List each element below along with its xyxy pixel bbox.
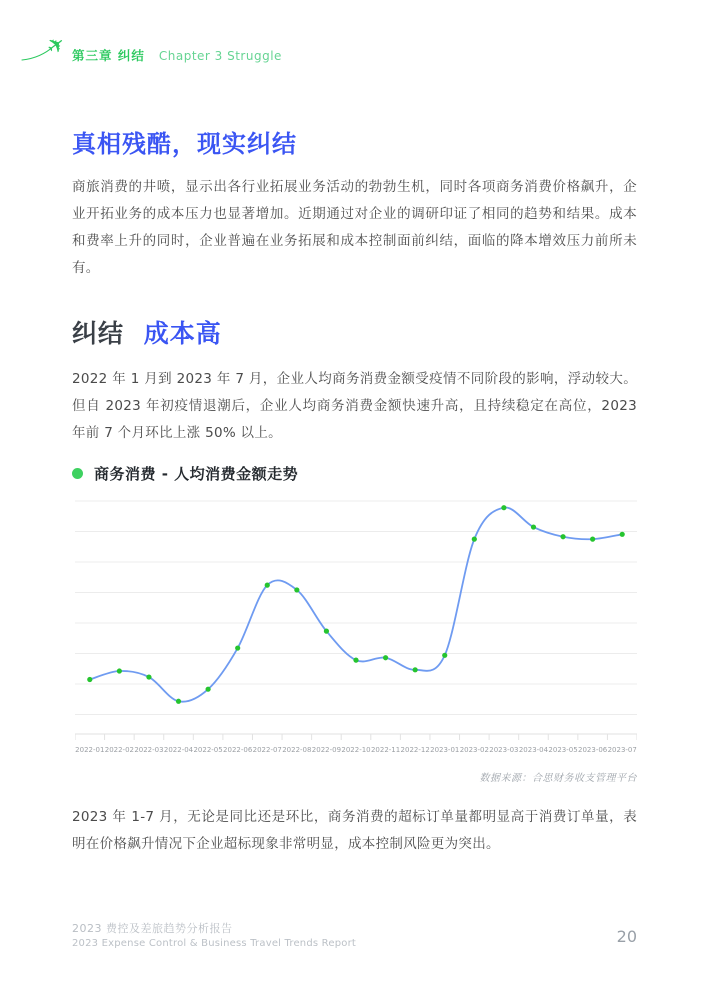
- section-heading-highlight: 成本高: [143, 319, 222, 348]
- svg-text:2022-04: 2022-04: [163, 746, 194, 754]
- chart-legend: [72, 463, 298, 484]
- closing-paragraph: 2023 年 1-7 月，无论是同比还是环比，商务消费的超标订单量都明显高于消费订单量，表明在价格飙升情况下企业超标现象非常明显，成本控制风险更为突出。: [72, 809, 637, 852]
- trend-chart-svg: [75, 498, 637, 762]
- svg-text:2022-01: 2022-01: [75, 746, 105, 754]
- section-paragraph: 2022 年 1 月到 2023 年 7 月，企业人均商务消费金额受疫情不同阶段的影响，浮动较大。但自 2023 年初疫情退潮后，企业人均商务消费金额快速升高，且持续稳定在高位，2023 年前 7 个月环比上涨 50% 以上。: [72, 371, 637, 441]
- page-title: 真相残酷，现实纠结: [72, 130, 297, 158]
- footer: [72, 921, 356, 951]
- chart-title: 商务消费 - 人均消费金额走势: [94, 465, 299, 483]
- svg-text:2022-12: 2022-12: [400, 746, 430, 754]
- svg-text:2022-02: 2022-02: [104, 746, 134, 754]
- svg-text:2023-01: 2023-01: [430, 746, 460, 754]
- legend-dot-icon: [72, 468, 83, 479]
- footer-report-title-zh: 2023 费控及差旅趋势分析报告: [72, 922, 233, 935]
- page-number: 20: [616, 927, 637, 946]
- svg-text:2022-06: 2022-06: [223, 746, 253, 754]
- svg-text:2022-09: 2022-09: [311, 746, 342, 754]
- intro-paragraph: 商旅消费的井喷，显示出各行业拓展业务活动的勃勃生机，同时各项商务消费价格飙升，企业开拓业务的成本压力也显著增加。近期通过对企业的调研印证了相同的趋势和结果。成本和费率上升的同时，企业普遍在业务拓展和成本控制面前纠结，面临的降本增效压力前所未有。: [72, 179, 637, 276]
- svg-text:2022-03: 2022-03: [134, 746, 164, 754]
- svg-text:2022-07: 2022-07: [252, 746, 282, 754]
- airplane-icon: [20, 28, 80, 64]
- svg-text:2023-03: 2023-03: [489, 746, 519, 754]
- svg-text:2022-05: 2022-05: [193, 746, 223, 754]
- section-heading: [72, 314, 222, 350]
- breadcrumb: [72, 46, 282, 64]
- footer-report-title-en: 2023 Expense Control & Business Travel Trends Report: [72, 938, 357, 949]
- data-source-note: 数据来源：合思财务收支管理平台: [479, 773, 637, 784]
- section-heading-prefix: 纠结: [72, 319, 125, 348]
- svg-text:2022-08: 2022-08: [282, 746, 312, 754]
- airplane-glyph: ✈: [42, 30, 71, 61]
- consumption-trend-chart: [75, 498, 637, 762]
- svg-text:2022-10: 2022-10: [341, 746, 371, 754]
- chapter-label-en: Chapter 3 Struggle: [158, 49, 282, 63]
- chapter-label-zh: 第三章 纠结: [72, 48, 145, 63]
- svg-text:2023-04: 2023-04: [518, 746, 549, 754]
- svg-text:2023-07: 2023-07: [607, 746, 637, 754]
- svg-text:2023-05: 2023-05: [548, 746, 578, 754]
- svg-text:2023-06: 2023-06: [578, 746, 608, 754]
- svg-text:2022-11: 2022-11: [370, 746, 401, 754]
- svg-text:2023-02: 2023-02: [459, 746, 489, 754]
